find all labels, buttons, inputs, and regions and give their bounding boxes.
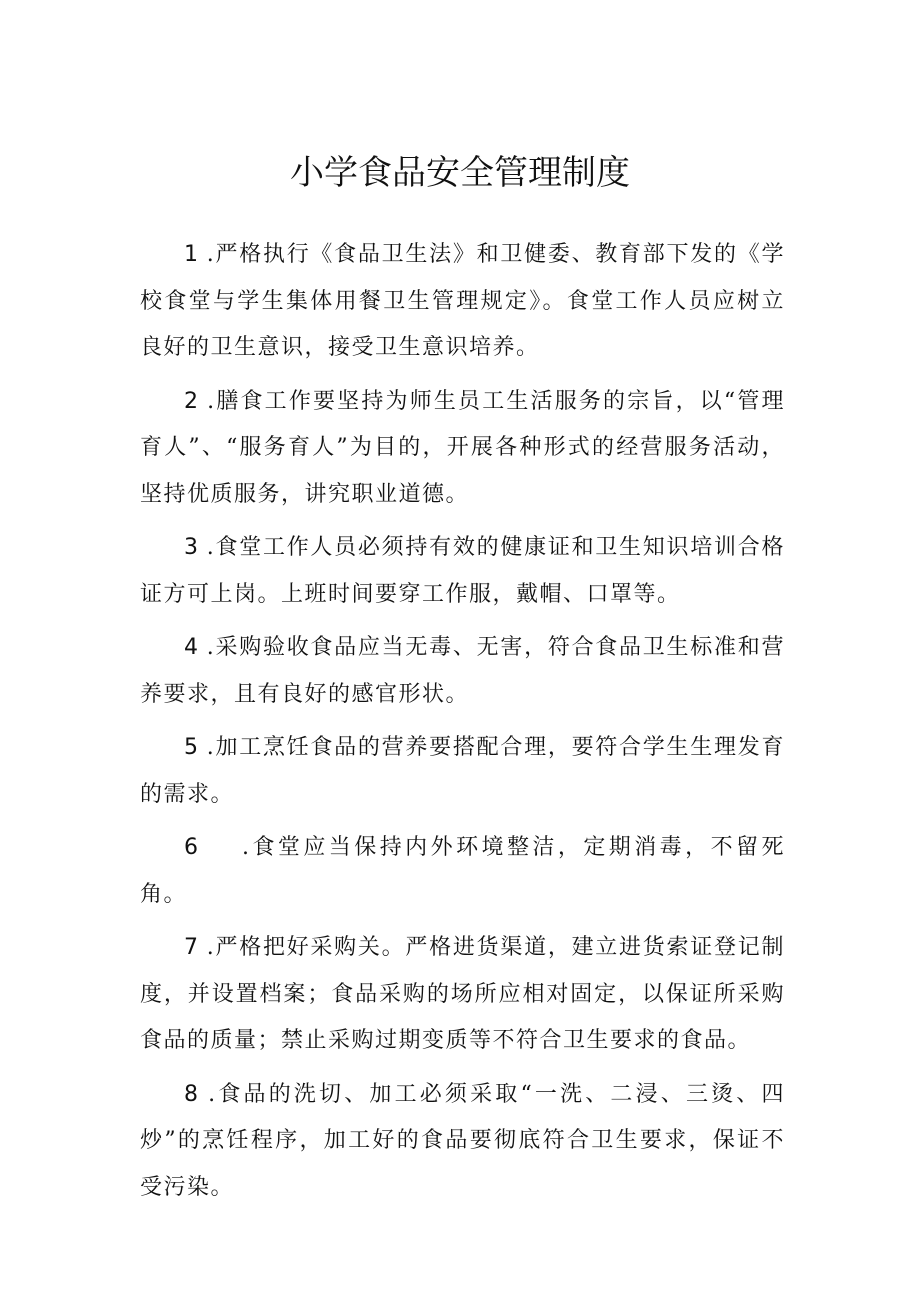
rule-item-6 (140, 825, 785, 918)
rule-text: .采购验收食品应当无毒、无害，符合食品卫生标准和营养要求，且有良好的感官形状。 (140, 635, 785, 707)
rule-item-4 (140, 625, 785, 718)
rule-text: .食堂工作人员必须持有效的健康证和卫生知识培训合格证方可上岗。上班时间要穿工作服，戴帽、口罩等。 (140, 535, 785, 607)
rule-text: .食品的洗切、加工必须采取“一洗、二浸、三烫、四炒”的烹饪程序，加工好的食品要彻底符合卫生要求，保证不受污染。 (140, 1081, 785, 1200)
document-body (140, 232, 785, 1218)
rule-text: .加工烹饪食品的营养要搭配合理，要符合学生生理发育的需求。 (140, 735, 785, 807)
rule-number: 7 (184, 935, 198, 960)
rule-number: 5 (184, 735, 198, 760)
rule-number: 1 (184, 242, 198, 267)
rule-item-1 (140, 232, 785, 372)
rule-item-5 (140, 725, 785, 818)
rule-item-2 (140, 379, 785, 519)
document-title: 小学食品安全管理制度 (290, 153, 630, 193)
rule-number: 2 (184, 388, 198, 414)
rule-item-3 (140, 525, 785, 618)
rule-text: .食堂应当保持内外环境整洁，定期消毒，不留死角。 (140, 835, 785, 907)
rule-number: 4 (184, 635, 198, 660)
rule-number: 6 (184, 835, 198, 860)
rule-text: .严格把好采购关。严格进货渠道，建立进货索证登记制度，并设置档案；食品采购的场所应相对固定，以保证所采购食品的质量；禁止采购过期变质等不符合卫生要求的食品。 (140, 935, 785, 1053)
rule-number: 3 (184, 535, 198, 560)
rule-item-8 (140, 1072, 785, 1212)
rule-item-7 (140, 925, 785, 1065)
rule-number: 8 (184, 1081, 198, 1107)
rule-text: .膳食工作要坚持为师生员工生活服务的宗旨，以“管理育人”、“服务育人”为目的，开展各种形式的经营服务活动，坚持优质服务，讲究职业道德。 (140, 388, 785, 507)
rule-text: .严格执行《食品卫生法》和卫健委、教育部下发的《学校食堂与学生集体用餐卫生管理规定》。食堂工作人员应树立良好的卫生意识，接受卫生意识培养。 (140, 242, 785, 360)
